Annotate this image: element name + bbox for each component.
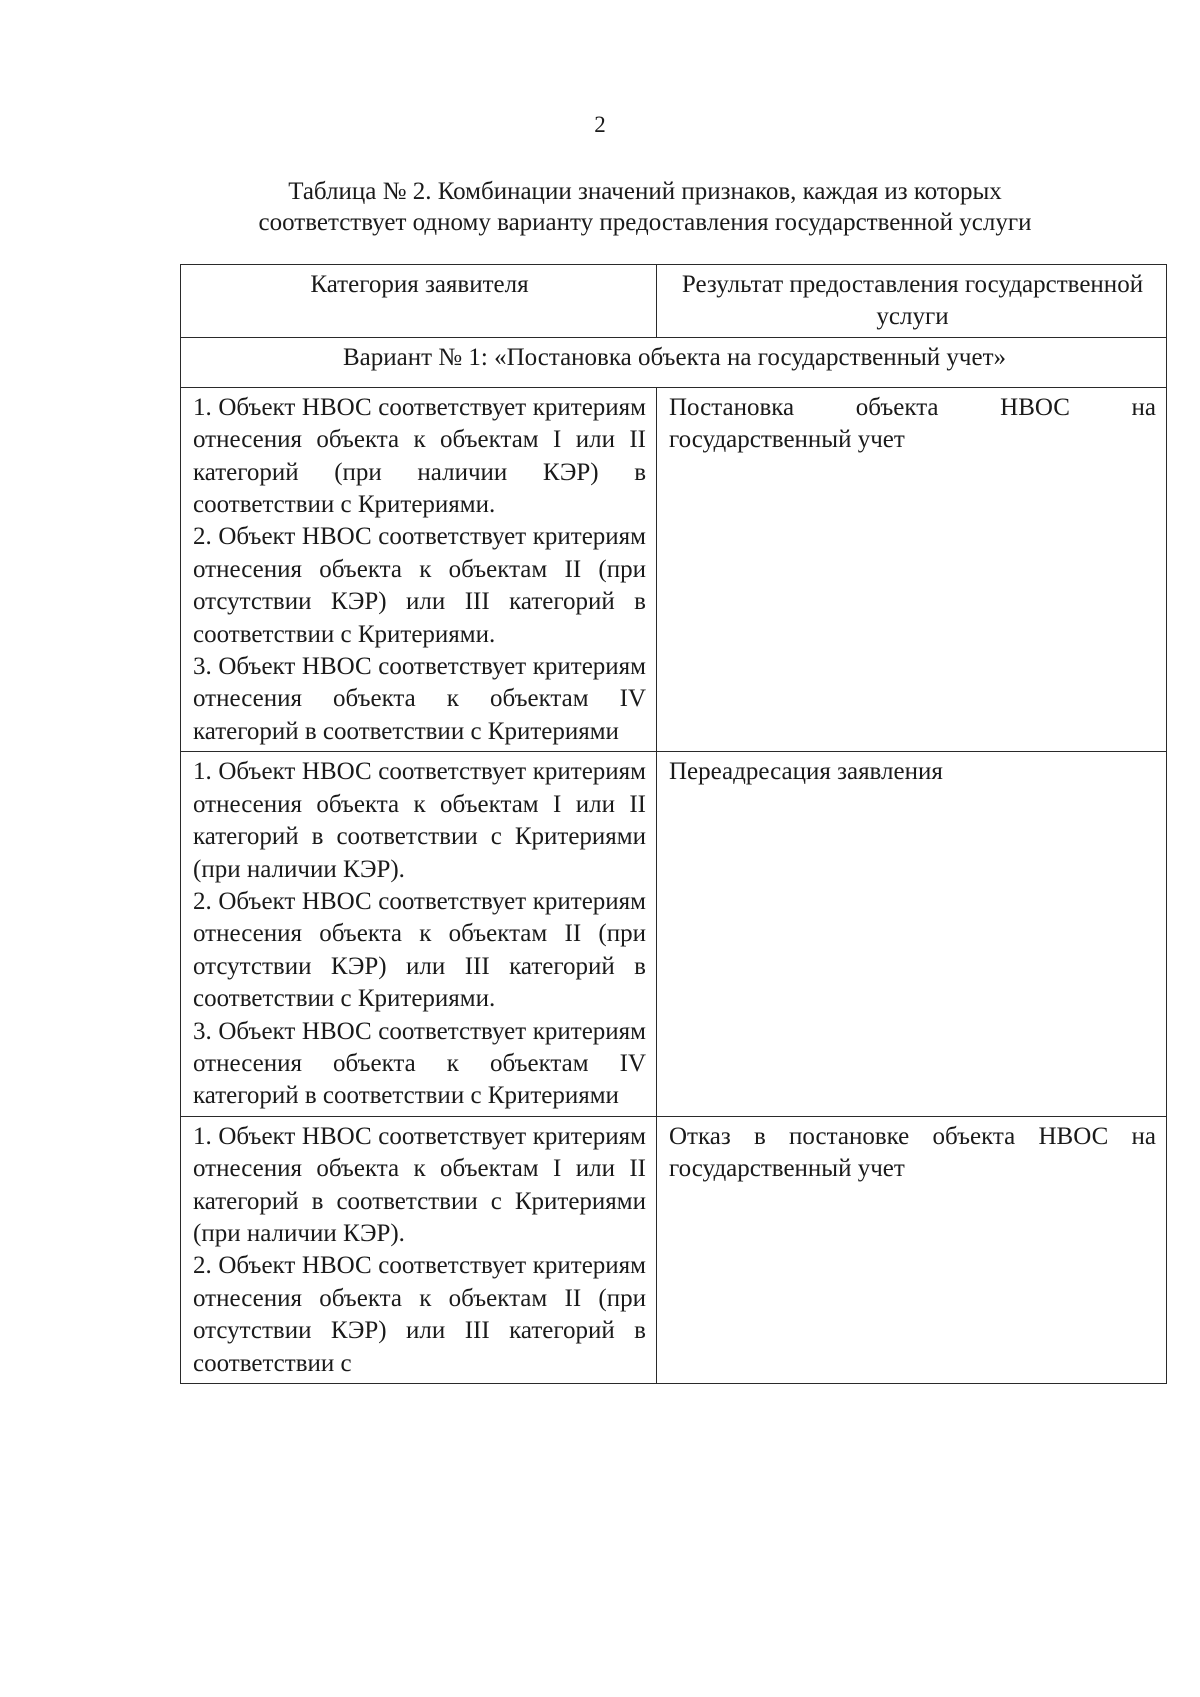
applicant-category-cell xyxy=(181,387,657,751)
table-caption xyxy=(170,176,1120,238)
table-row xyxy=(181,1116,1167,1383)
list-item: 1. Объект НВОС соответствует критериям отнесения объекта к объектам I или II категорий в соответствии с Критериями (при наличии КЭР). xyxy=(193,1122,646,1247)
caption-line-2: соответствует одному варианту предоставления государственной услуги xyxy=(258,209,1032,236)
page-number: 2 xyxy=(594,112,606,137)
list-item: 3. Объект НВОС соответствует критериям отнесения объекта к объектам IV категорий в соответствии с Критериями xyxy=(193,1017,646,1110)
service-result-cell: Постановка объекта НВОС на государственный учет xyxy=(657,387,1167,751)
list-item: 2. Объект НВОС соответствует критериям отнесения объекта к объектам II (при отсутствии КЭР) или III категорий в соответствии с xyxy=(193,1252,646,1377)
header-applicant-category: Категория заявителя xyxy=(181,265,657,338)
table-row xyxy=(181,387,1167,751)
service-result-cell: Переадресация заявления xyxy=(657,752,1167,1116)
service-result-cell: Отказ в постановке объекта НВОС на государственный учет xyxy=(657,1116,1167,1383)
list-item: 2. Объект НВОС соответствует критериям отнесения объекта к объектам II (при отсутствии КЭР) или III категорий в соответствии с Критериями. xyxy=(193,523,646,648)
applicant-category-cell xyxy=(181,1116,657,1383)
list-item: 1. Объект НВОС соответствует критериям отнесения объекта к объектам I или II категорий в соответствии с Критериями (при наличии КЭР). xyxy=(193,758,646,883)
header-service-result: Результат предоставления государственной услуги xyxy=(657,265,1167,338)
variants-table xyxy=(180,264,1167,1384)
table-row xyxy=(181,752,1167,1116)
table-header-row xyxy=(181,265,1167,338)
variant-row xyxy=(181,337,1167,387)
list-item: 1. Объект НВОС соответствует критериям отнесения объекта к объектам I или II категорий (при наличии КЭР) в соответствии с Критериями. xyxy=(193,393,646,519)
applicant-category-cell xyxy=(181,752,657,1116)
list-item: 2. Объект НВОС соответствует критериям отнесения объекта к объектам II (при отсутствии КЭР) или III категорий в соответствии с Критериями. xyxy=(193,887,646,1013)
variant-1-title: Вариант № 1: «Постановка объекта на государственный учет» xyxy=(181,337,1167,387)
list-item: 3. Объект НВОС соответствует критериям отнесения объекта к объектам IV категорий в соответствии с Критериями xyxy=(193,653,646,745)
caption-line-1: Таблица № 2. Комбинации значений признаков, каждая из которых xyxy=(288,178,1002,205)
